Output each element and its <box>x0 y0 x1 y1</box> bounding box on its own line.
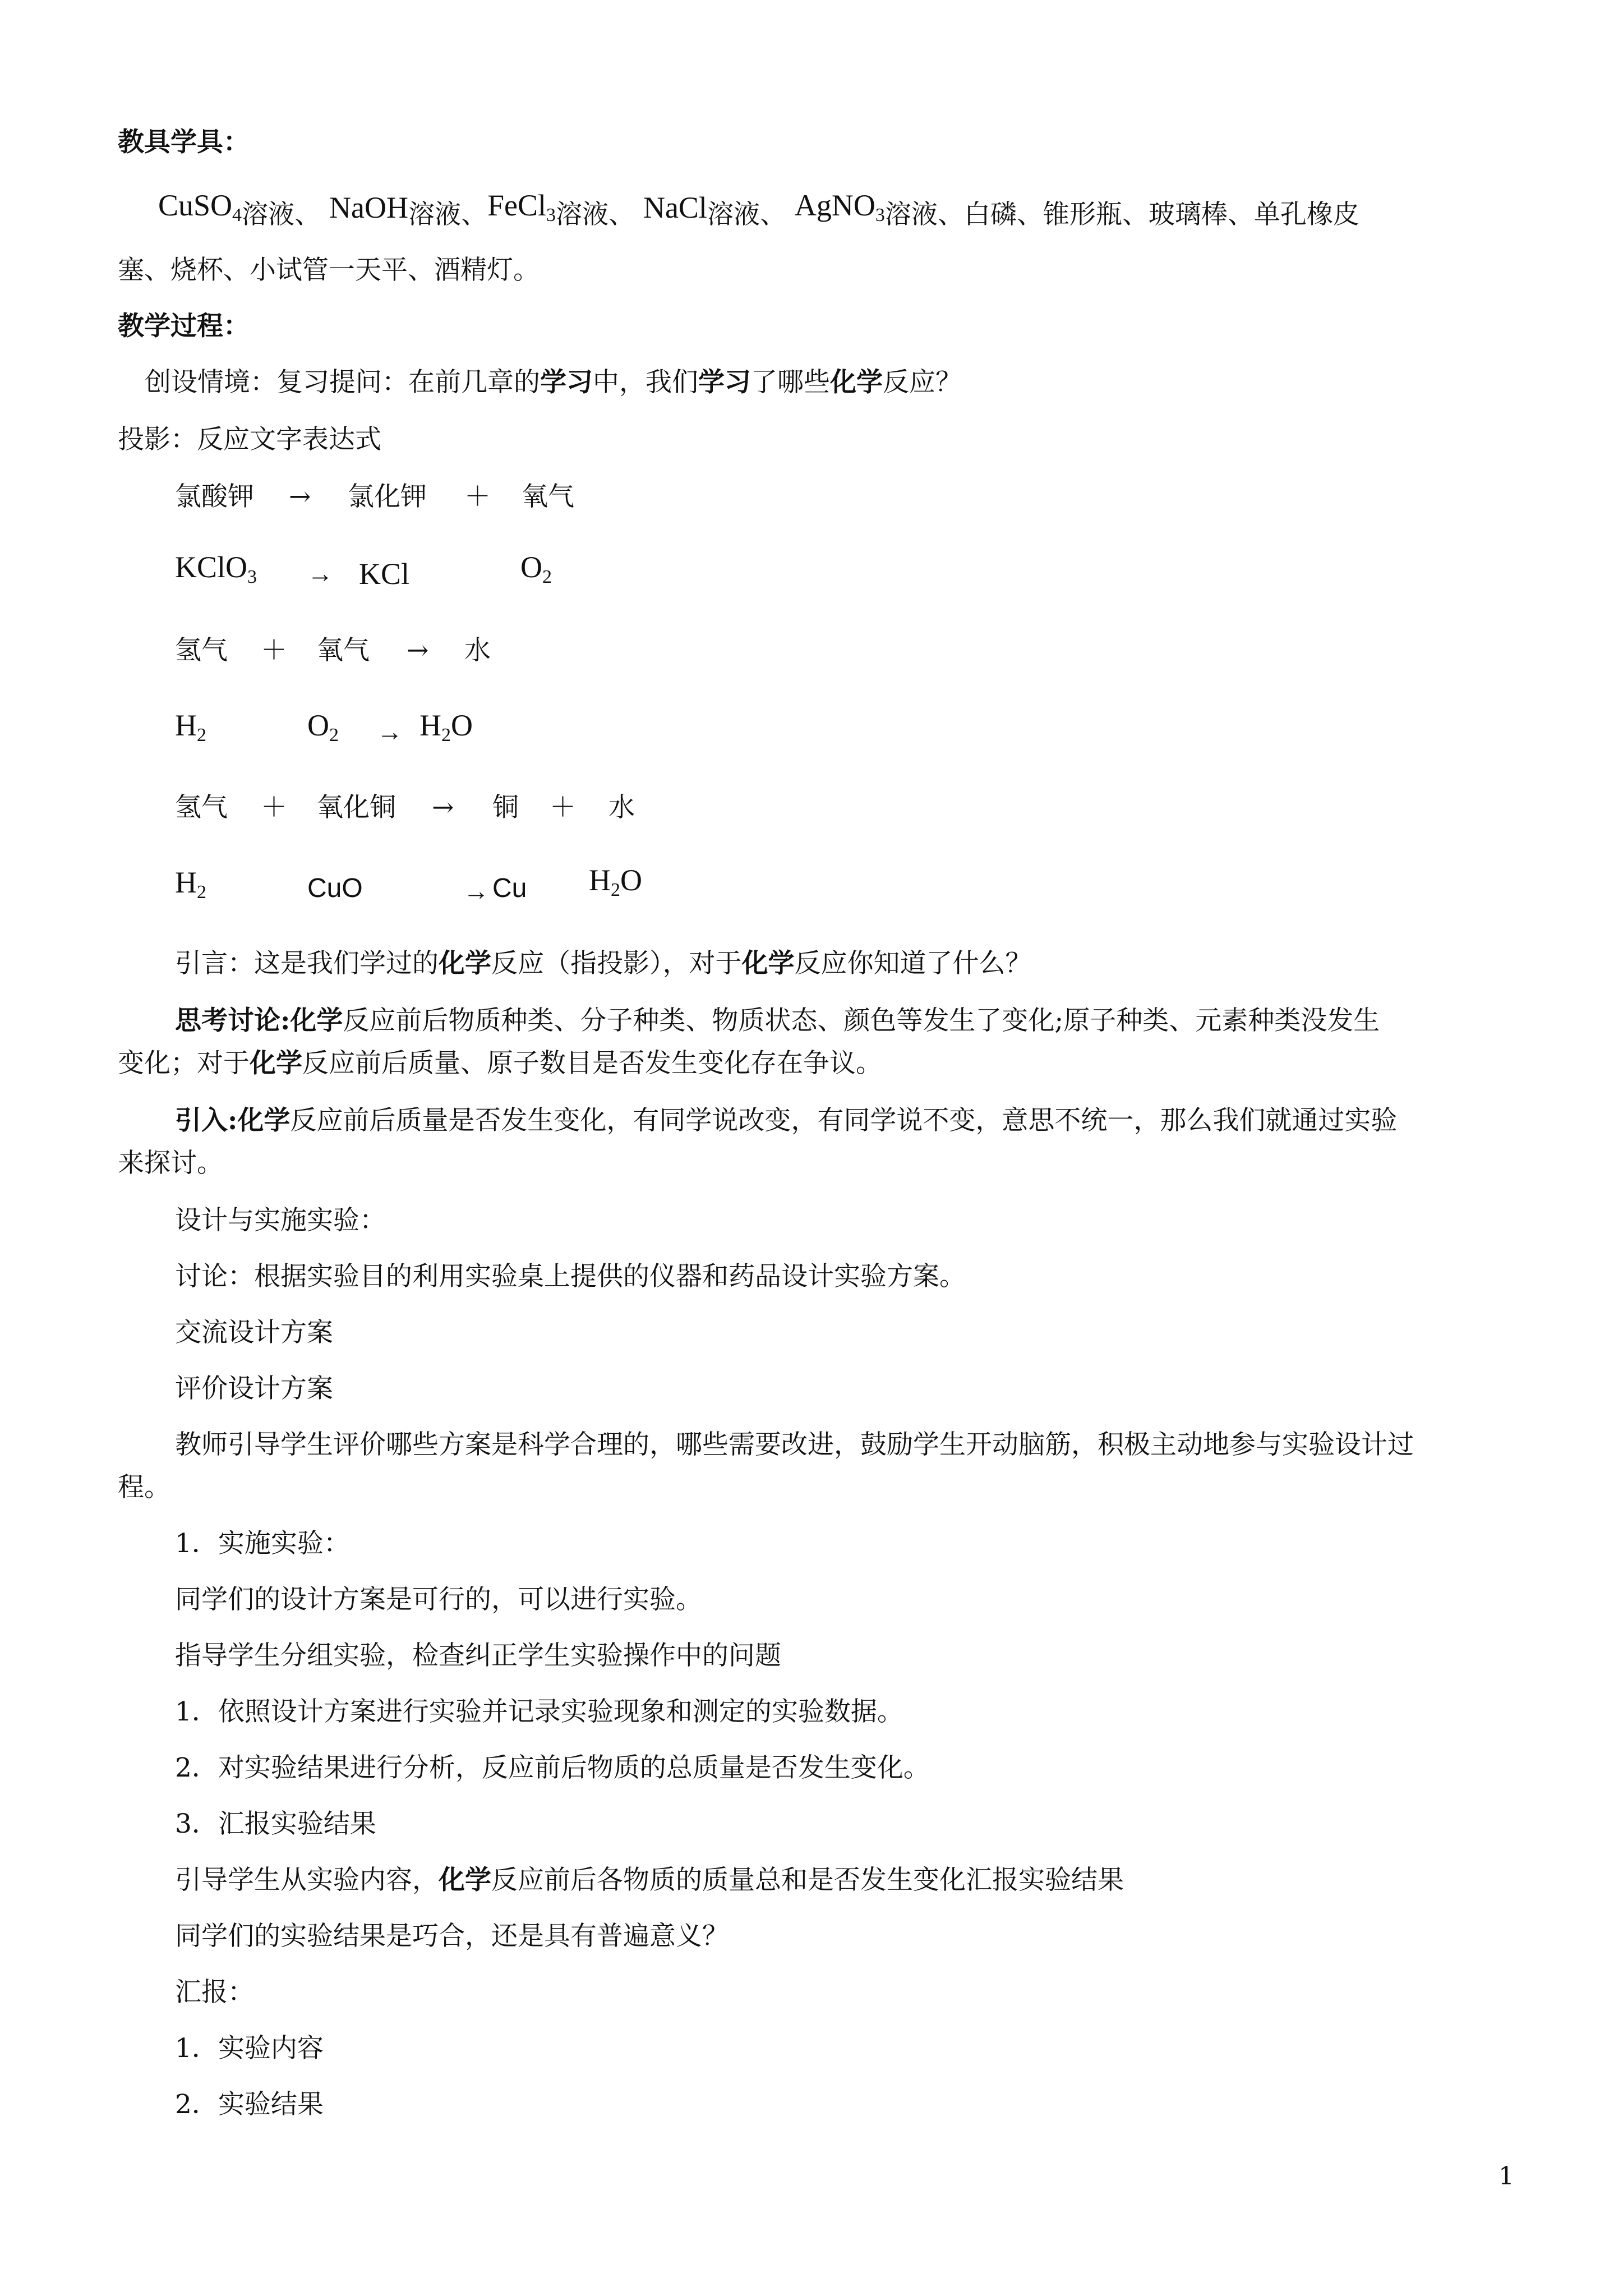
report-item2-line: 2．实验结果 <box>175 2089 324 2120</box>
yinru-line-1: 引入:化学反应前后质量是否发生变化，有同学说改变，有同学说不变，意思不统一，那么我们就通过实验 <box>175 1105 1398 1136</box>
arrow: → <box>307 559 333 588</box>
plus: ＋ <box>464 481 491 512</box>
projection-line: 投影：反应文字表达式 <box>118 424 381 455</box>
discuss-line: 讨论：根据实验目的利用实验桌上提供的仪器和药品设计实验方案。 <box>175 1261 966 1292</box>
sikao-line-1: 思考讨论:化学反应前后物质种类、分子种类、物质状态、颜色等发生了变化;原子种类、元素种类没发生 <box>175 1005 1380 1036</box>
guide-line-1: 教师引导学生评价哪些方案是科学合理的，哪些需要改进，鼓励学生开动脑筋，积极主动地参与实验设计过 <box>175 1429 1414 1460</box>
chem-agno3: AgNO$_3$ <box>794 188 885 226</box>
design-line: 设计与实施实验： <box>175 1205 386 1236</box>
word-kclo3: 氯酸钾 <box>175 481 254 512</box>
formula-o2: $O_2$ <box>307 708 339 746</box>
chem-nacl: NaCl <box>643 191 707 224</box>
chem-fecl3: FeCl$_3$ <box>487 188 556 226</box>
formula-h2: $H_2$ <box>175 866 206 903</box>
process-heading: 教学过程： <box>118 311 250 342</box>
sikao-line-2: 变化；对于化学反应前后质量、原子数目是否发生变化存在争议。 <box>118 1048 882 1079</box>
formula-h2o: $H_2O$ <box>419 708 473 746</box>
arrow: → <box>463 877 489 905</box>
arrow: → <box>432 792 454 823</box>
plus: ＋ <box>550 792 576 823</box>
word-cu: 铜 <box>492 792 519 823</box>
formula-cuo: CuO <box>307 873 363 903</box>
materials-line-1 <box>158 188 1359 241</box>
group-line: 指导学生分组实验，检查纠正学生实验操作中的问题 <box>175 1640 781 1671</box>
step1-line: 1．实施实验： <box>175 1528 350 1559</box>
formula-o2: $O_2$ <box>520 550 552 587</box>
formula-cu: Cu <box>492 873 527 903</box>
word-o2: 氧气 <box>522 481 574 512</box>
word-water: 水 <box>464 635 491 666</box>
plus: ＋ <box>261 792 287 823</box>
scenario-line: 创设情境：复习提问：在前几章的学习中，我们学习了哪些化学反应？ <box>145 367 962 398</box>
report-line: 引导学生从实验内容，化学反应前后各物质的质量总和是否发生变化汇报实验结果 <box>175 1865 1124 1895</box>
arrow: → <box>407 635 429 666</box>
question-line: 同学们的实验结果是巧合，还是具有普遍意义？ <box>175 1921 728 1952</box>
formula-kcl: KCl <box>359 557 410 591</box>
chem-naoh: NaOH <box>329 191 408 224</box>
yinru-line-2: 来探讨。 <box>118 1148 223 1179</box>
evaluate-line: 评价设计方案 <box>175 1373 333 1404</box>
word-water: 水 <box>608 792 635 823</box>
materials-text: 溶液、 <box>707 199 786 230</box>
materials-line-2: 塞、烧杯、小试管一天平、酒精灯。 <box>118 255 540 286</box>
exchange-line: 交流设计方案 <box>175 1317 333 1348</box>
formula-h2: $H_2$ <box>175 708 206 746</box>
feasible-line: 同学们的设计方案是可行的，可以进行实验。 <box>175 1584 702 1615</box>
guide-line-2: 程。 <box>118 1472 170 1503</box>
plus: ＋ <box>261 635 287 666</box>
word-h2: 氢气 <box>175 792 228 823</box>
page-number: 1 <box>1498 2162 1514 2191</box>
yinyan-line: 引言：这是我们学过的化学反应（指投影），对于化学反应你知道了什么？ <box>175 948 1032 979</box>
huibao-line: 汇报： <box>175 1977 254 2008</box>
word-h2: 氢气 <box>175 635 228 666</box>
item1-line: 1．依照设计方案进行实验并记录实验现象和测定的实验数据。 <box>175 1696 903 1727</box>
report-item1-line: 1．实验内容 <box>175 2033 324 2064</box>
materials-text: 溶液、 <box>242 199 321 230</box>
arrow: → <box>377 717 403 746</box>
word-o2: 氧气 <box>317 635 370 666</box>
tools-heading: 教具学具： <box>118 127 250 158</box>
chem-cuso4: CuSO$_4$ <box>158 188 242 226</box>
formula-kclo3: KClO$_3$ <box>175 550 257 587</box>
word-cuo: 氧化铜 <box>317 792 396 823</box>
materials-text: 溶液、 <box>408 199 487 230</box>
item2-line: 2．对实验结果进行分析，反应前后物质的总质量是否发生变化。 <box>175 1752 930 1783</box>
word-kcl: 氯化钾 <box>348 481 427 512</box>
materials-text: 溶液、 <box>556 199 635 230</box>
formula-h2o: $H_2O$ <box>589 863 642 900</box>
materials-text: 溶液、白磷、锥形瓶、玻璃棒、单孔橡皮 <box>884 199 1359 230</box>
item3-line: 3．汇报实验结果 <box>175 1809 376 1839</box>
arrow: → <box>289 481 311 512</box>
